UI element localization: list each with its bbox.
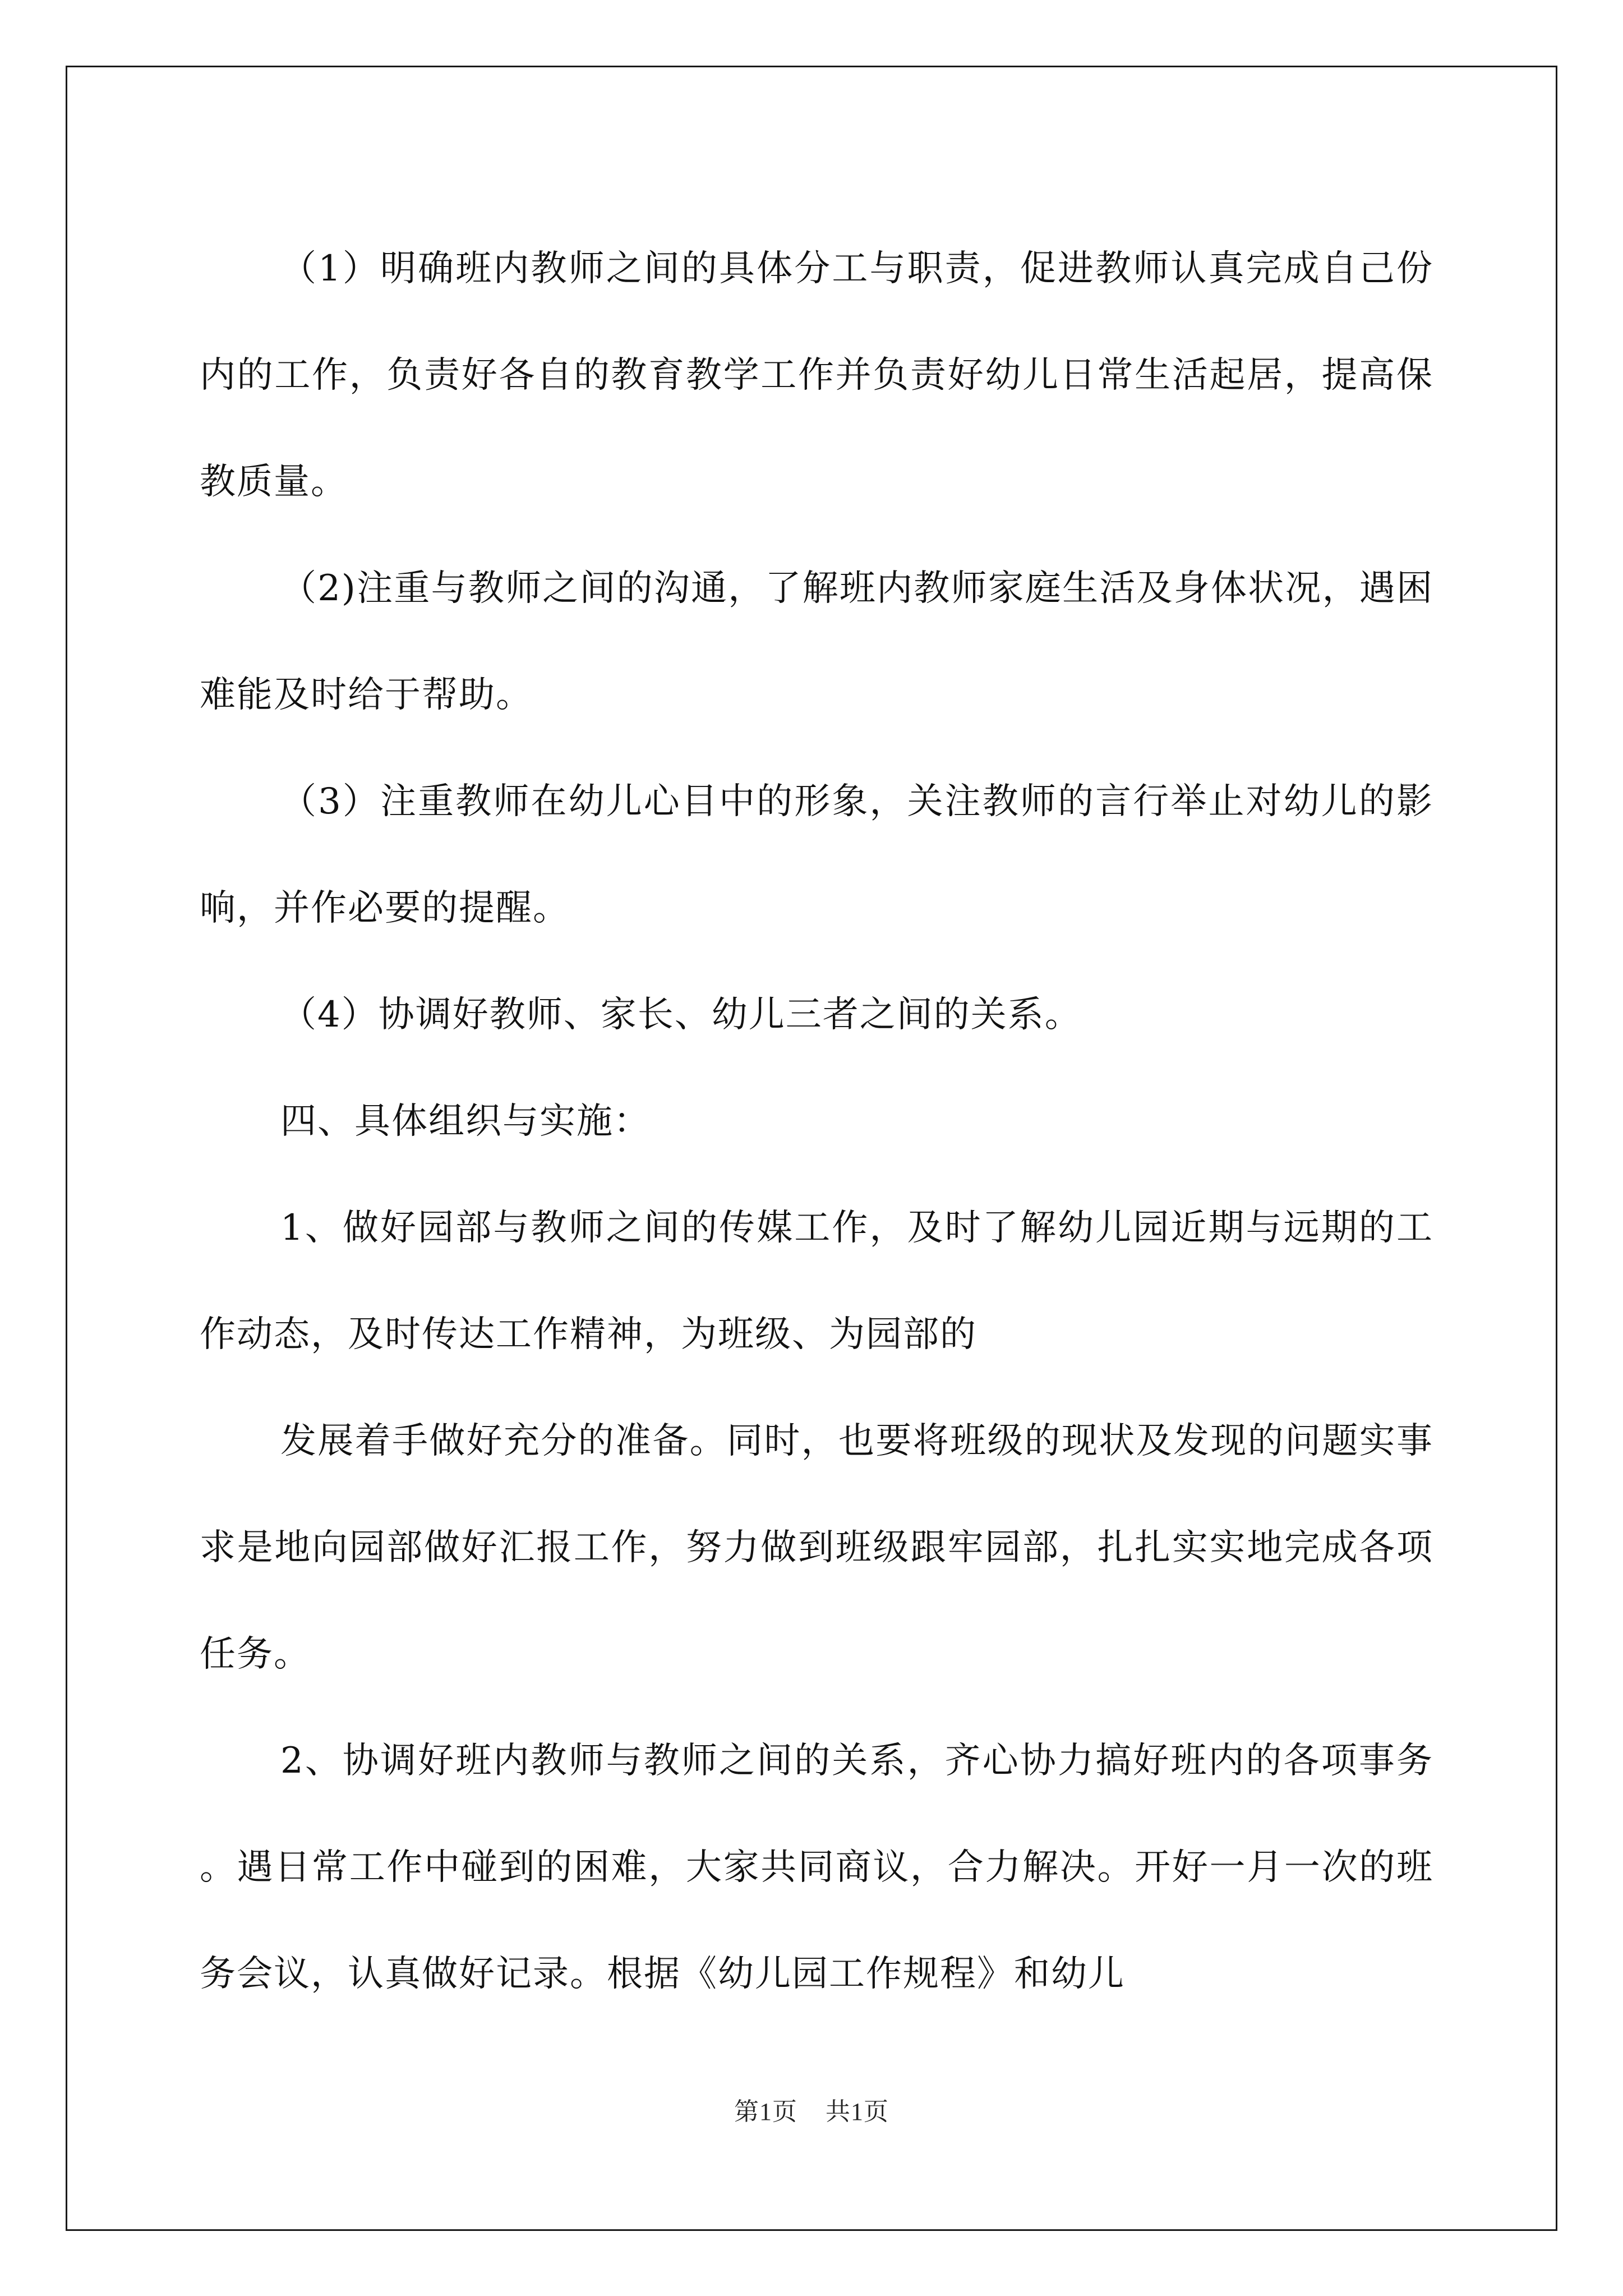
document-body — [200, 215, 1433, 2027]
paragraph: 发展着手做好充分的准备。同时，也要将班级的现状及发现的问题实事求是地向园部做好汇报工作，努力做到班级跟牢园部，扎扎实实地完成各项任务。 — [200, 1420, 1433, 1675]
page-total: 共1页 — [826, 2098, 889, 2125]
paragraph: 1、做好园部与教师之间的传媒工作，及时了解幼儿园近期与远期的工作动态，及时传达工作精神，为班级、为园部的 — [200, 1207, 1433, 1355]
page-number: 第1页 — [734, 2098, 797, 2125]
paragraph: （1）明确班内教师之间的具体分工与职责，促进教师认真完成自己份内的工作，负责好各自的教育教学工作并负责好幼儿日常生活起居，提高保教质量。 — [200, 248, 1433, 503]
section-heading: 四、具体组织与实施： — [280, 1101, 651, 1142]
paragraph: 2、协调好班内教师与教师之间的关系，齐心协力搞好班内的各项事务。遇日常工作中碰到的困难，大家共同商议，合力解决。开好一月一次的班务会议，认真做好记录。根据《幼儿园工作规程》和幼儿 — [200, 1740, 1433, 1995]
paragraph: （2)注重与教师之间的沟通，了解班内教师家庭生活及身体状况，遇困难能及时给于帮助。 — [200, 568, 1433, 716]
paragraph: （3）注重教师在幼儿心目中的形象，关注教师的言行举止对幼儿的影响，并作必要的提醒。 — [200, 781, 1433, 929]
paragraph: （4）协调好教师、家长、幼儿三者之间的关系。 — [280, 994, 1082, 1036]
page-footer — [0, 2091, 1623, 2127]
